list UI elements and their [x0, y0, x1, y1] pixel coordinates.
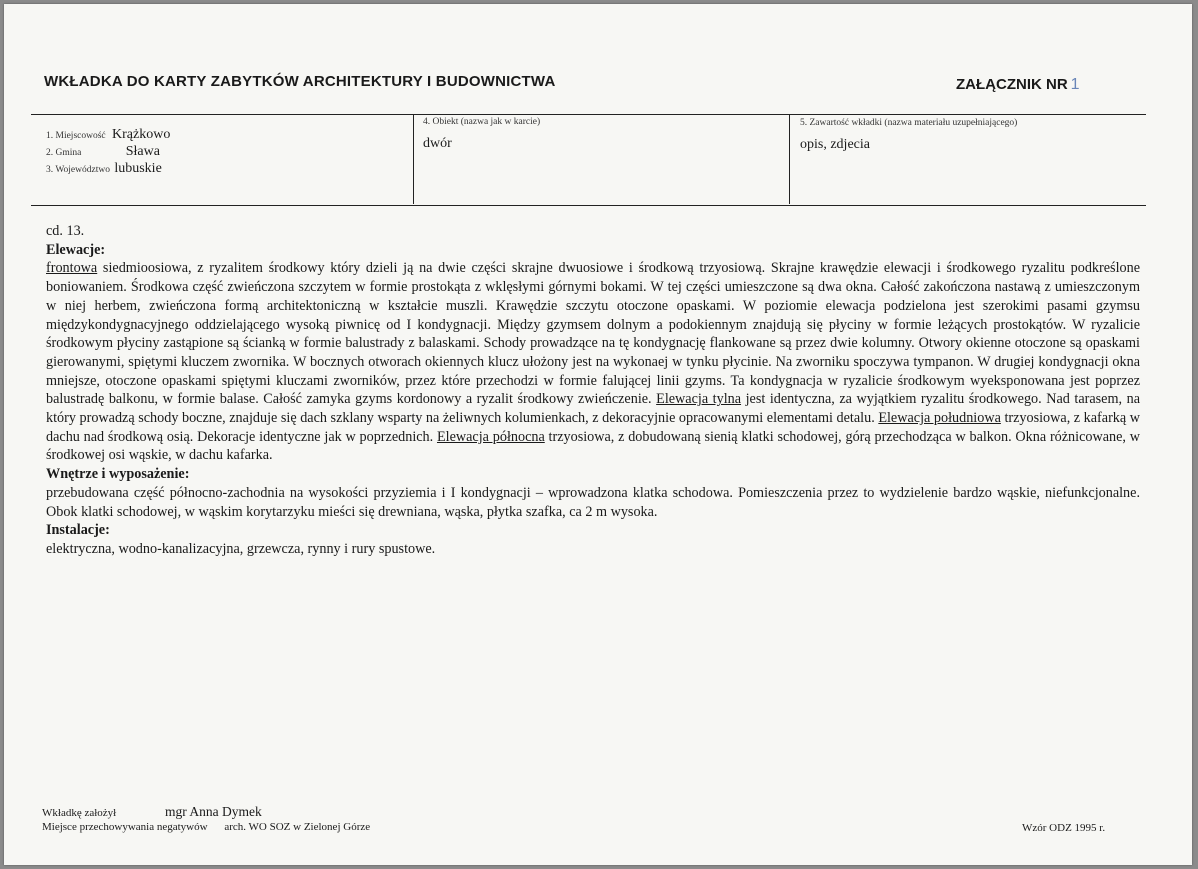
document-title: WKŁADKA DO KARTY ZABYTKÓW ARCHITEKTURY I BUDOWNICTWA	[44, 73, 556, 90]
storage-value: arch. WO SOZ w Zielonej Górze	[224, 821, 371, 833]
annex-number: 1	[1070, 76, 1080, 93]
author-row	[42, 804, 262, 820]
miejscowosc-row	[46, 127, 170, 143]
frontowa-text: siedmioosiowa, z ryzalitem środkowy który dzieli ją na dwie części skrajne dwuosiowe i środkową trzyosiową. Skrajne krawędzie elewacji i środkowego ryzalitu podkreślone boniowaniem. Środkowa część zwieńczona szczytem w formie prostokąta z wklęsłymi górnymi bokami. W tej części umieszczone są dwa okna. Całość zakończona nastawą z umieszczonym w niej herbem, zwieńczona formą architektoniczną w kształcie muszli. Krawędzie szczytu otoczone opaskami. W poziomie elewacja podzielona jest szerokimi pasami gzymsu międzykondygnacyjnego oddzielającego wysoką piwnicę od I kondygnacji. Między gzymsem dolnym a podokiennym znajdują się płyciny w formie leżących prostokątów. W ryzalicie środkowym płyciny zastąpione są ścianką w formie balustrady z balaskami. Schody prowadzące na tę kondygnację flankowane są przez dwie kolumny. Otwory okienne otoczone są opaskami gierowanymi, spiętymi kluczem zwornika. W bocznych otworach okiennych klucz ułożony jest na wykonaej w tynku płycinie. Na zworniku spoczywa tympanon. W drugiej kondygnacji okna mniejsze, otoczone opaskami spiętymi kluczami zworników, przez które przechodzi w formie falującej linii gzyms. Ta kondygnacja w ryzalicie środkowym wyeksponowana jest poprzez balustradę balkonu, w formie balase. Całość zamyka gzyms kordonowy a ryzalit środkowy zwieńczenie.	[46, 260, 1140, 408]
installations-text: elektryczna, wodno-kanalizacyjna, grzewcza, rynny i rury spustowe.	[46, 540, 436, 557]
wojewodztwo-value: lubuskie	[114, 161, 162, 176]
tylna-text: jest identyczna, za wyjątkiem ryzalitu środkowego. Nad tarasem, na który prowadzą schody boczne, znajduje się dach szklany wsparty na żeliwnych kolumienkach, z dekoracyjnie opracowanymi elementami detalu.	[46, 391, 1140, 427]
author-label: Wkładkę założył	[42, 807, 117, 819]
tylna-term: Elewacja tylna	[656, 391, 742, 408]
annex-label	[956, 76, 1080, 94]
interior-heading: Wnętrze i wyposażenie:	[46, 466, 190, 483]
storage-row	[42, 821, 370, 833]
wojewodztwo-label: 3. Województwo	[46, 165, 110, 175]
storage-label: Miejsce przechowywania negatywów	[42, 821, 208, 833]
interior-text: przebudowana część północno-zachodnia na wysokości przyziemia i I kondygnacji – wprowadzona klatka schodowa. Pomieszczenia przez to wydzielenie bardzo wąskie, niefunkcjonalne. Obok klatki schodowej, w wąskim korytarzyku mieści się drewniana, wąska, płytka szafka, ca 2 m wysoka.	[46, 484, 1140, 520]
gmina-row	[46, 144, 160, 160]
contents-label: 5. Zawartość wkładki (nazwa materiału uzupełniającego)	[800, 118, 1018, 128]
description-body	[46, 222, 1140, 559]
gmina-label: 2. Gmina	[46, 148, 82, 158]
wojewodztwo-row	[46, 161, 162, 177]
info-table-divider	[413, 114, 414, 204]
miejscowosc-label: 1. Miejscowość	[46, 131, 106, 141]
form-reference: Wzór ODZ 1995 r.	[1022, 822, 1106, 834]
continuation-note: cd. 13.	[46, 223, 85, 239]
poludniowa-text: trzyosiowa, z kafarką w dachu nad środkową osią. Dekoracje identyczne jak w poprzednich.	[46, 410, 1140, 445]
info-table-divider	[789, 114, 790, 204]
installations-heading: Instalacje:	[46, 522, 110, 539]
gmina-value: Sława	[125, 144, 160, 159]
poludniowa-term: Elewacja południowa	[878, 410, 1001, 427]
author-value: mgr Anna Dymek	[164, 804, 262, 819]
frontowa-term: frontowa	[46, 260, 98, 277]
elevations-text	[46, 259, 1140, 465]
miejscowosc-value: Krążkowo	[112, 127, 171, 142]
polnocna-text: trzyosiowa, z dobudowaną sienią klatki schodowej, górą przechodząca w balkon. Okna różnicowane, w środkowej osi wąskie, w dachu kafarka.	[46, 428, 1140, 464]
contents-value: opis, zdjecia	[800, 137, 870, 152]
annex-label-text: ZAŁĄCZNIK NR	[956, 76, 1068, 93]
elevations-heading: Elewacje:	[46, 241, 106, 258]
object-value: dwór	[423, 136, 452, 151]
object-label: 4. Obiekt (nazwa jak w karcie)	[423, 117, 541, 127]
polnocna-term: Elewacja północna	[436, 428, 545, 445]
